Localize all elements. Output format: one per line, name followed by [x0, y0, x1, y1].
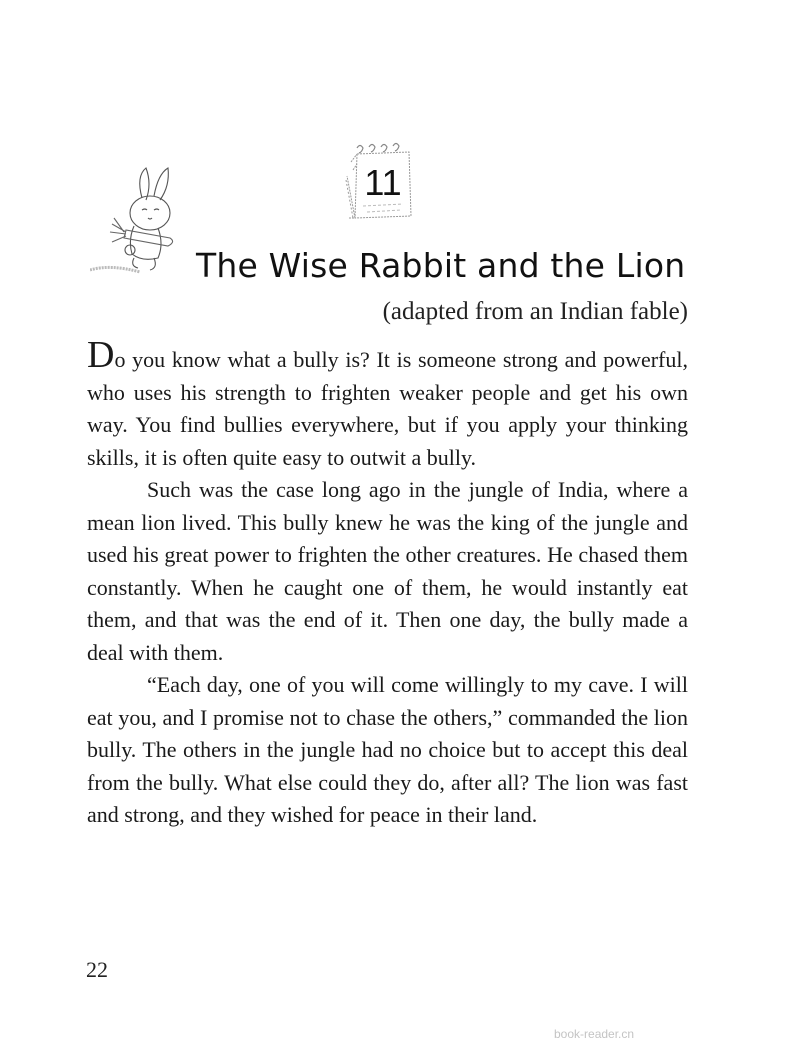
- story-body: [87, 334, 688, 832]
- calendar-page-icon: [343, 140, 423, 222]
- rabbit-with-carrot-illustration: [90, 158, 200, 283]
- chapter-number: 11: [364, 162, 402, 203]
- chapter-title: The Wise Rabbit and the Lion: [196, 246, 686, 285]
- paragraph-3: “Each day, one of you will come willingly to my cave. I will eat you, and I promise not to chase the others,” commanded the lion bully. The others in the jungle had no choice but to accept this deal from the bully. What else could they do, after all? The lion was fast and strong, and they wished for peace in their land.: [87, 672, 688, 827]
- page-number: 22: [86, 957, 108, 982]
- drop-cap: D: [87, 334, 115, 376]
- paragraph-1-text: o you know what a bully is? It is someone strong and powerful, who uses his strength to frighten weaker people and get his own way. You find bullies everywhere, but if you apply your thinking skills, it is often quite easy to outwit a bully.: [87, 347, 688, 470]
- paragraph-1: [87, 334, 688, 474]
- paragraph-2: Such was the case long ago in the jungle of India, where a mean lion lived. This bully knew he was the king of the jungle and used his great power to frighten the other creatures. He chased them constantly. When he caught one of them, he would instantly eat them, and that was the end of it. Then one day, the bully made a deal with them.: [87, 477, 688, 665]
- watermark: book-reader.cn: [554, 1027, 635, 1041]
- rabbit-icon: [90, 158, 200, 283]
- chapter-subtitle: (adapted from an Indian fable): [382, 298, 688, 325]
